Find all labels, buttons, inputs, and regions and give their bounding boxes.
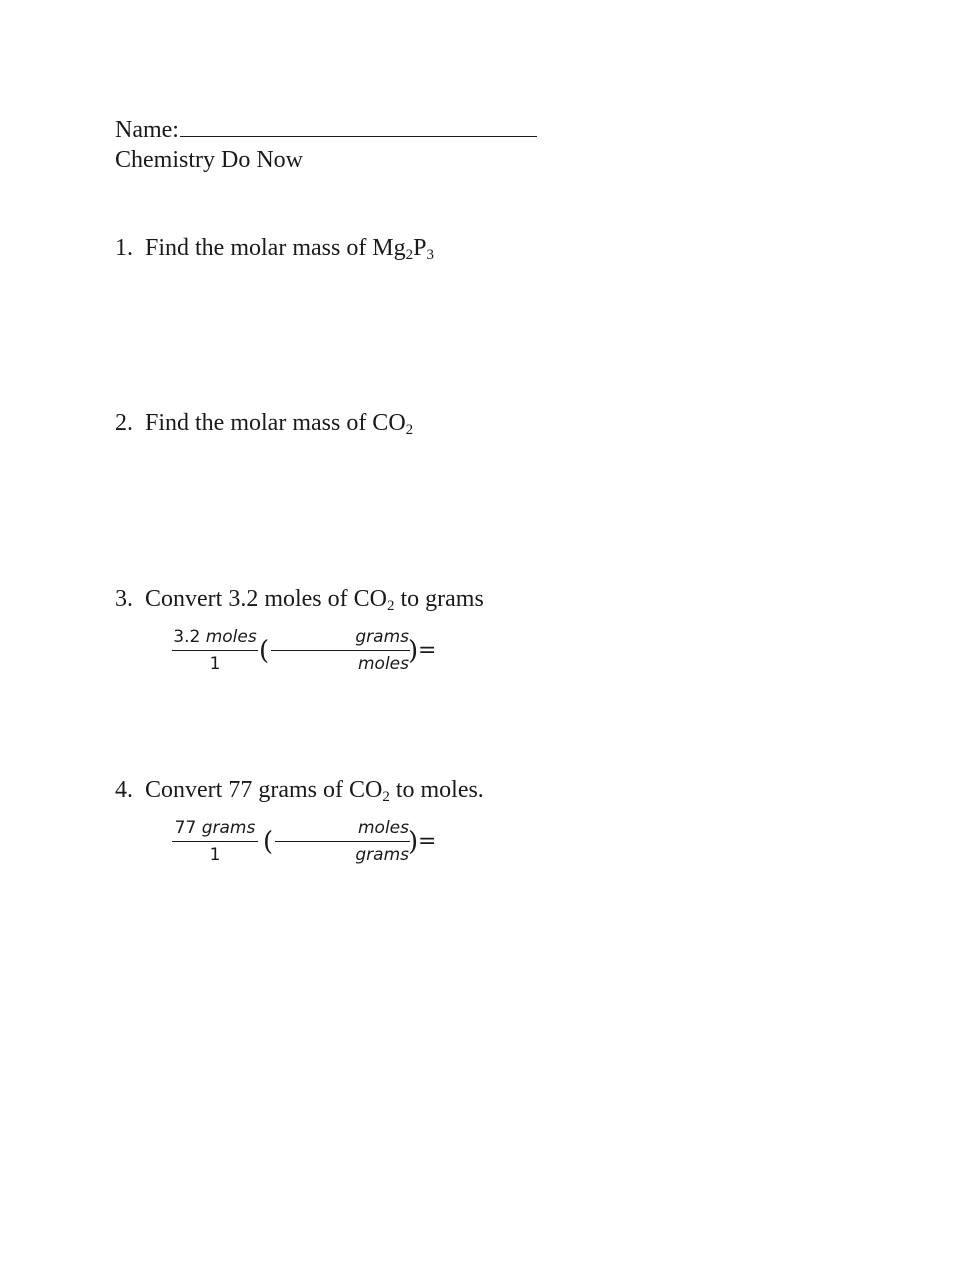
question-4: [115, 775, 484, 805]
question-text-2: to moles.: [389, 777, 484, 803]
question-1: [115, 233, 434, 263]
given-fraction: [172, 817, 258, 868]
equals-sign: =: [418, 638, 437, 663]
question-text: Find the molar mass of CO: [145, 410, 406, 436]
given-unit: moles: [205, 627, 257, 647]
question-text-2: to grams: [394, 586, 484, 612]
given-fraction: [172, 626, 258, 677]
open-paren: (: [263, 827, 274, 857]
name-label: Name:: [115, 117, 179, 143]
subscript: 2: [405, 247, 414, 263]
equals-sign: =: [418, 829, 437, 854]
question-text: Convert 77 grams of CO: [145, 777, 383, 803]
question-number: 3.: [115, 586, 133, 612]
subscript-2: 3: [426, 247, 435, 263]
given-denominator: 1: [209, 845, 221, 865]
subscript: 2: [382, 789, 390, 805]
open-paren: (: [259, 636, 270, 666]
subscript: 2: [405, 422, 414, 438]
question-text: Find the molar mass of Mg: [145, 235, 406, 261]
question-number: 1.: [115, 235, 133, 261]
name-line: [115, 114, 537, 145]
subscript: 2: [386, 598, 395, 614]
given-denominator: 1: [209, 654, 221, 674]
given-value: 3.2: [173, 627, 201, 647]
factor-denominator: grams: [355, 845, 409, 865]
factor-denominator: moles: [358, 654, 409, 674]
question-number: 4.: [115, 777, 133, 803]
question-text-2: P: [413, 235, 427, 261]
factor-numerator: moles: [275, 817, 410, 842]
conversion-factor[interactable]: [271, 626, 410, 677]
close-paren: ): [408, 827, 419, 857]
conversion-factor[interactable]: [275, 817, 410, 868]
given-value: 77: [174, 818, 197, 838]
close-paren: ): [408, 636, 419, 666]
worksheet-title: Chemistry Do Now: [115, 147, 303, 173]
question-text: Convert 3.2 moles of CO: [145, 586, 387, 612]
question-3: [115, 584, 484, 614]
given-unit: grams: [201, 818, 256, 838]
name-blank[interactable]: [180, 114, 537, 137]
factor-numerator: grams: [271, 626, 410, 651]
question-number: 2.: [115, 410, 133, 436]
question-2: [115, 408, 413, 438]
